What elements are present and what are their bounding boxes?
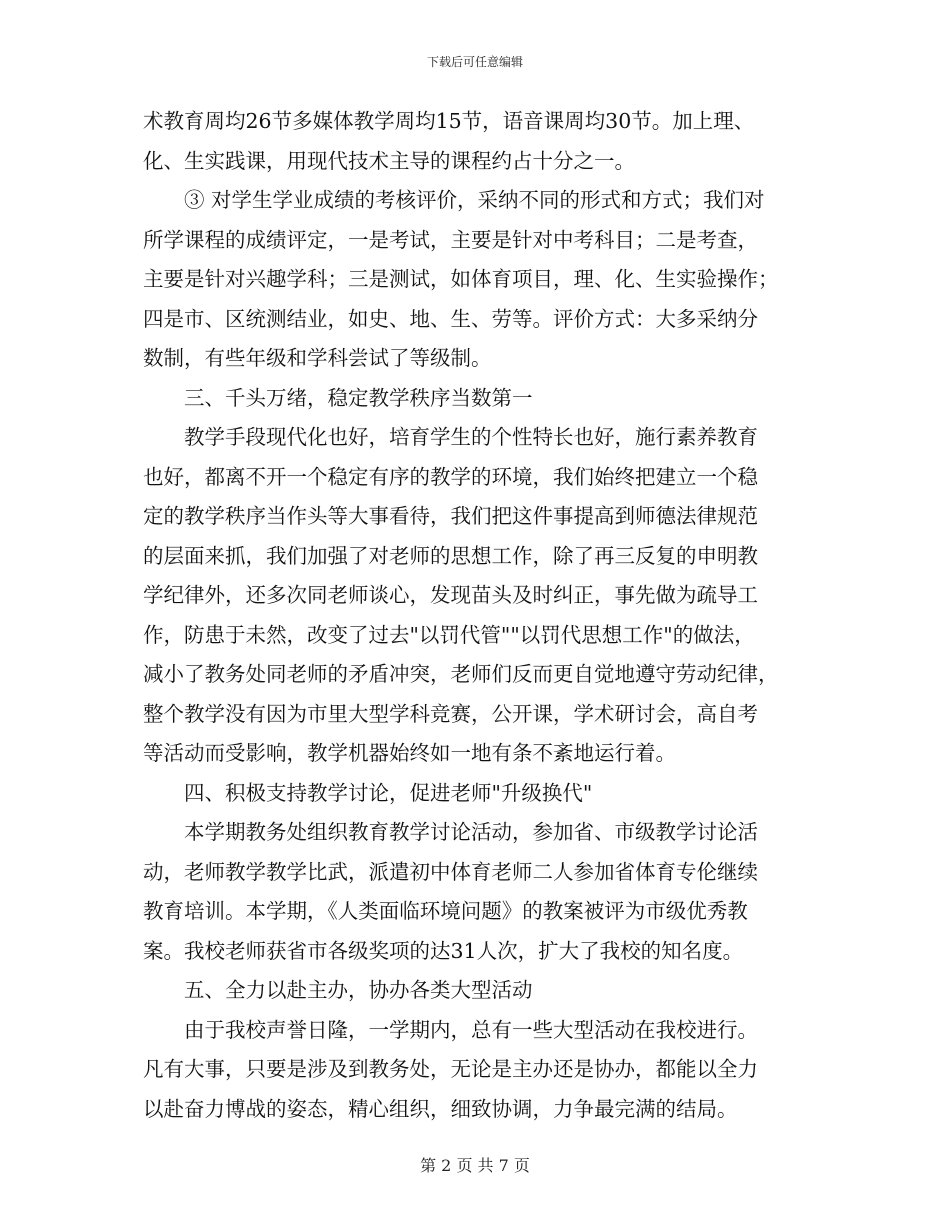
text-line: ③ 对学生学业成绩的考核评价，采纳不同的形式和方式；我们对: [143, 188, 765, 212]
text-line: 教育培训。本学期，《人类面临环境问题》的教案被评为市级优秀教: [143, 899, 748, 923]
text-line: 整个教学没有因为市里大型学科竞赛，公开课，学术研讨会，高自考: [143, 701, 758, 726]
text-line: 的层面来抓，我们加强了对老师的思想工作，除了再三反复的申明教: [143, 543, 758, 568]
text-line: 数制，有些年级和学科尝试了等级制。: [143, 346, 492, 370]
text-line: 学纪律外，还多次同老师谈心，发现苗头及时纠正，事先做为疏导工: [143, 583, 758, 607]
section-heading: 三、千头万绪，稳定教学秩序当数第一: [143, 385, 533, 410]
text-line: 教学手段现代化也好，培育学生的个性特长也好，施行素养教育: [143, 425, 758, 449]
text-line: 主要是针对兴趣学科；三是测试，如体育项目，理、化、生实验操作；: [143, 267, 779, 291]
section-heading: 四、积极支持教学讨论，促进老师"升级换代": [143, 780, 593, 805]
text-line: 术教育周均26节多媒体教学周均15节，语音课周均30节。加上理、: [143, 109, 755, 133]
text-line: 定的教学秩序当作头等大事看待，我们把这件事提高到师德法律规范: [143, 504, 758, 528]
text-line: 减小了教务处同老师的矛盾冲突，老师们反而更自觉地遵守劳动纪律，: [143, 662, 779, 686]
text-line: 案。我校老师获省市各级奖项的达31人次，扩大了我校的知名度。: [143, 938, 744, 963]
text-line: 以赴奋力博战的姿态，精心组织，细致协调，力争最完满的结局。: [143, 1096, 738, 1121]
section-heading: 五、全力以赴主办，协办各类大型活动: [143, 978, 533, 1002]
page-footer: 第 2 页 共 7 页: [420, 1156, 530, 1175]
text-line: 凡有大事，只要是涉及到教务处，无论是主办还是协办，都能以全力: [143, 1057, 758, 1081]
text-line: 由于我校声誉日隆，一学期内，总有一些大型活动在我校进行。: [143, 1017, 758, 1042]
page-header: 下载后可任意编辑: [426, 55, 523, 69]
text-line: 等活动而受影响，教学机器始终如一地有条不紊地运行着。: [143, 741, 676, 765]
text-line: 也好，都离不开一个稳定有序的教学的环境，我们始终把建立一个稳: [143, 464, 758, 489]
text-line: 所学课程的成绩评定，一是考试，主要是针对中考科目；二是考查，: [143, 227, 758, 252]
document-body: [143, 102, 808, 1129]
text-line: 四是市、区统测结业，如史、地、生、劳等。评价方式：大多采纳分: [143, 306, 758, 331]
text-line: 化、生实践课，用现代技术主导的课程约占十分之一。: [143, 148, 635, 173]
text-line: 作，防患于未然，改变了过去"以罚代管""以罚代思想工作"的做法，: [143, 622, 755, 647]
text-line: 动，老师教学教学比武，派遣初中体育老师二人参加省体育专伦继续: [143, 859, 758, 884]
text-line: 本学期教务处组织教育教学讨论活动，参加省、市级教学讨论活: [143, 820, 758, 844]
